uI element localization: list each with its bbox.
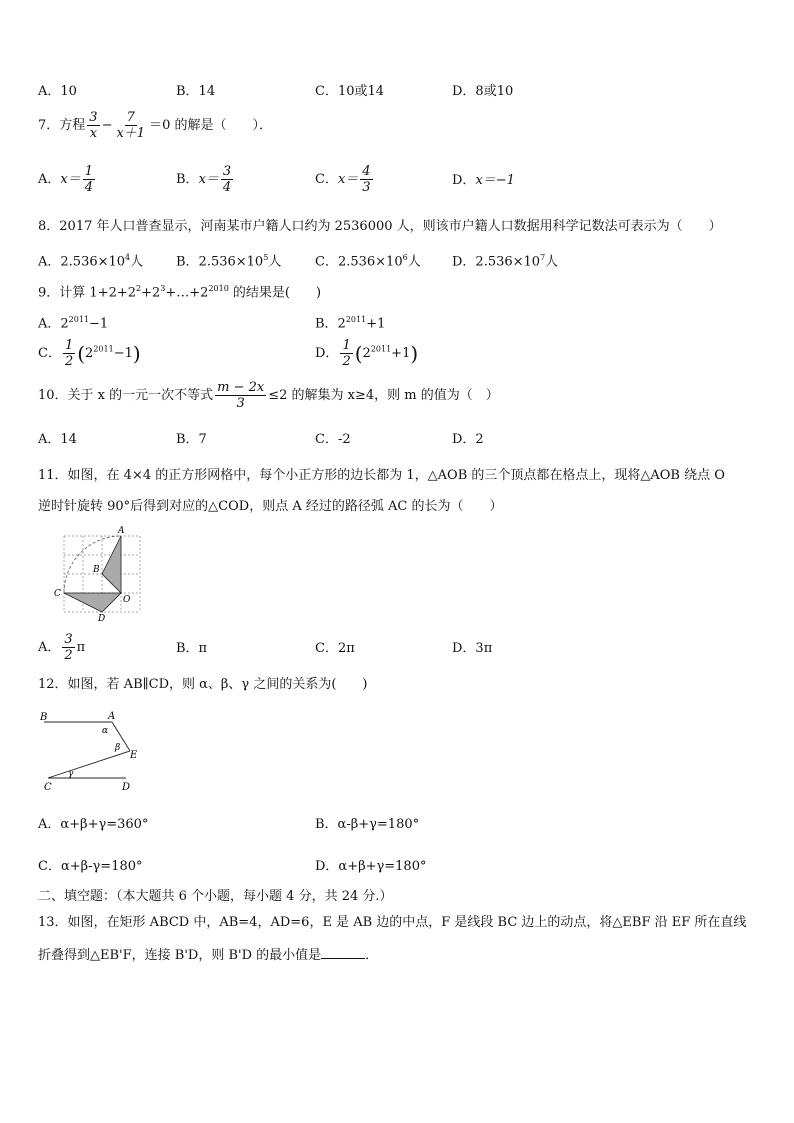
q8-option-c: C．$2.536\times 10^6$人	[315, 253, 421, 270]
q11-option-a: A． $\frac{3}{2}$ π	[38, 632, 86, 663]
q7-prefix: 7．方程	[38, 118, 86, 133]
q12-label-d: D	[122, 782, 131, 793]
q11-option-b: B．π	[176, 641, 208, 656]
q11-grid-figure	[52, 522, 152, 626]
q7-suffix: ＝0 的解是（ ）．	[149, 118, 272, 133]
q7-fraction-2: $\frac{7}{x+1}$	[116, 110, 146, 141]
q8-option-a: A．$2.536\times 10^4$人	[38, 253, 144, 270]
q7-option-a: A．x＝ $\frac{1}{4}$	[38, 164, 94, 195]
q11-label-c: C	[54, 589, 61, 599]
q13-stem-line1: 13．如图，在矩形 ABCD 中，AB=4，AD=6，E 是 AB 边的中点，F 是线段 BC 边上的动点，将△EBF 沿 EF 所在直线	[38, 915, 747, 930]
q9-option-c: C． $\frac{1}{2}$ $(2^{2011}-1)$	[38, 338, 141, 369]
q9-option-a: A．$2^{2011}-1$	[38, 315, 109, 332]
q12-label-gamma: γ	[68, 769, 74, 779]
q12-parallel-figure	[36, 708, 146, 796]
q11-stem-line2: 逆时针旋转 90°后得到对应的△COD，则点 A 经过的路径弧 AC 的长为（ ）	[38, 499, 503, 514]
q12-option-b: B．α-β+γ=180°	[315, 817, 420, 832]
q7-minus: −	[101, 118, 113, 133]
q8-option-b: B．$2.536\times 10^5$人	[176, 253, 282, 270]
q9-option-d: D． $\frac{1}{2}$ $(2^{2011}+1)$	[315, 338, 419, 369]
q11-stem-line1: 11．如图，在 4×4 的正方形网格中，每个小正方形的边长都为 1，△AOB 的三个顶点都在格点上，现将△AOB 绕点 O	[38, 468, 725, 483]
q13-answer-blank	[321, 946, 365, 959]
q12-option-d: D．α+β+γ=180°	[315, 859, 427, 874]
q6-option-b: B．14	[176, 84, 216, 99]
q12-option-a: A．α+β+γ=360°	[38, 817, 149, 832]
q12-stem: 12．如图，若 AB∥CD，则 α、β、γ 之间的关系为( )	[38, 677, 368, 692]
q10-fraction: $\frac{m - 2x}{3}$	[217, 380, 265, 411]
q8-option-d: D．$2.536\times 10^7$人	[452, 253, 559, 270]
q12-label-beta: β	[115, 743, 121, 753]
q11-option-c: C．2π	[315, 641, 355, 656]
q12-label-c: C	[44, 782, 52, 793]
section2-title: 二、填空题：（本大题共 6 个小题，每小题 4 分，共 24 分.）	[38, 889, 393, 904]
q11-triangle-aob	[102, 536, 121, 593]
q7-option-b-fraction: $\frac{3}{4}$	[222, 164, 232, 195]
q7-option-b: B．x＝ $\frac{3}{4}$	[176, 164, 232, 195]
q7-option-c: C．x＝ $\frac{4}{3}$	[315, 164, 371, 195]
q12-label-e: E	[130, 750, 138, 761]
q10-option-b: B．7	[176, 432, 207, 447]
q6-option-a: A．10	[38, 84, 77, 99]
q10-option-d: D．2	[452, 432, 484, 447]
q10-option-a: A．14	[38, 432, 77, 447]
q11-label-o: O	[123, 595, 131, 605]
q9-option-c-fraction: $\frac{1}{2}$	[64, 338, 74, 369]
q7-option-c-fraction: $\frac{4}{3}$	[362, 164, 371, 195]
q8-stem: 8．2017 年人口普查显示，河南某市户籍人口约为 2536000 人，则该市户籍人口数据用科学记数法可表示为（ ）	[38, 219, 722, 234]
q9-option-b: B．$2^{2011}+1$	[315, 315, 386, 332]
q7-fraction-1: $\frac{3}{x}$	[89, 110, 98, 141]
q10-option-c: C．-2	[315, 432, 351, 447]
q7-option-a-fraction: $\frac{1}{4}$	[84, 164, 94, 195]
q9-stem: 9．计算 $1+2+2^2+2^3+\dots+2^{2010}$ 的结果是( )	[38, 284, 322, 301]
q11-triangle-cod	[64, 593, 121, 612]
q13-stem-line2: 折叠得到△EB'F，连接 B'D，则 B'D 的最小值是 ．	[38, 948, 379, 963]
q12-label-a: A	[108, 711, 116, 722]
q12-line-ec	[48, 751, 130, 778]
q12-label-b: B	[40, 712, 48, 723]
q6-option-c: C．10或14	[315, 84, 385, 99]
q11-option-d: D．3π	[452, 641, 493, 656]
q12-label-alpha: α	[102, 726, 109, 736]
q9-option-d-fraction: $\frac{1}{2}$	[342, 338, 351, 369]
q12-option-c: C．α+β-γ=180°	[38, 859, 143, 874]
q7-stem	[38, 110, 272, 141]
q11-label-a: A	[118, 526, 125, 536]
q10-stem: 10．关于 x 的一元一次不等式 $\frac{m - 2x}{3}$ ≤2 的解集为 x≥4，则 m 的值为（ ）	[38, 380, 499, 411]
q11-label-b: B	[93, 565, 100, 575]
q11-label-d: D	[98, 614, 106, 624]
q6-option-d: D．8或10	[452, 84, 514, 99]
q7-option-d: D．x＝−1	[452, 173, 515, 188]
q11-option-a-fraction: $\frac{3}{2}$	[64, 632, 73, 663]
